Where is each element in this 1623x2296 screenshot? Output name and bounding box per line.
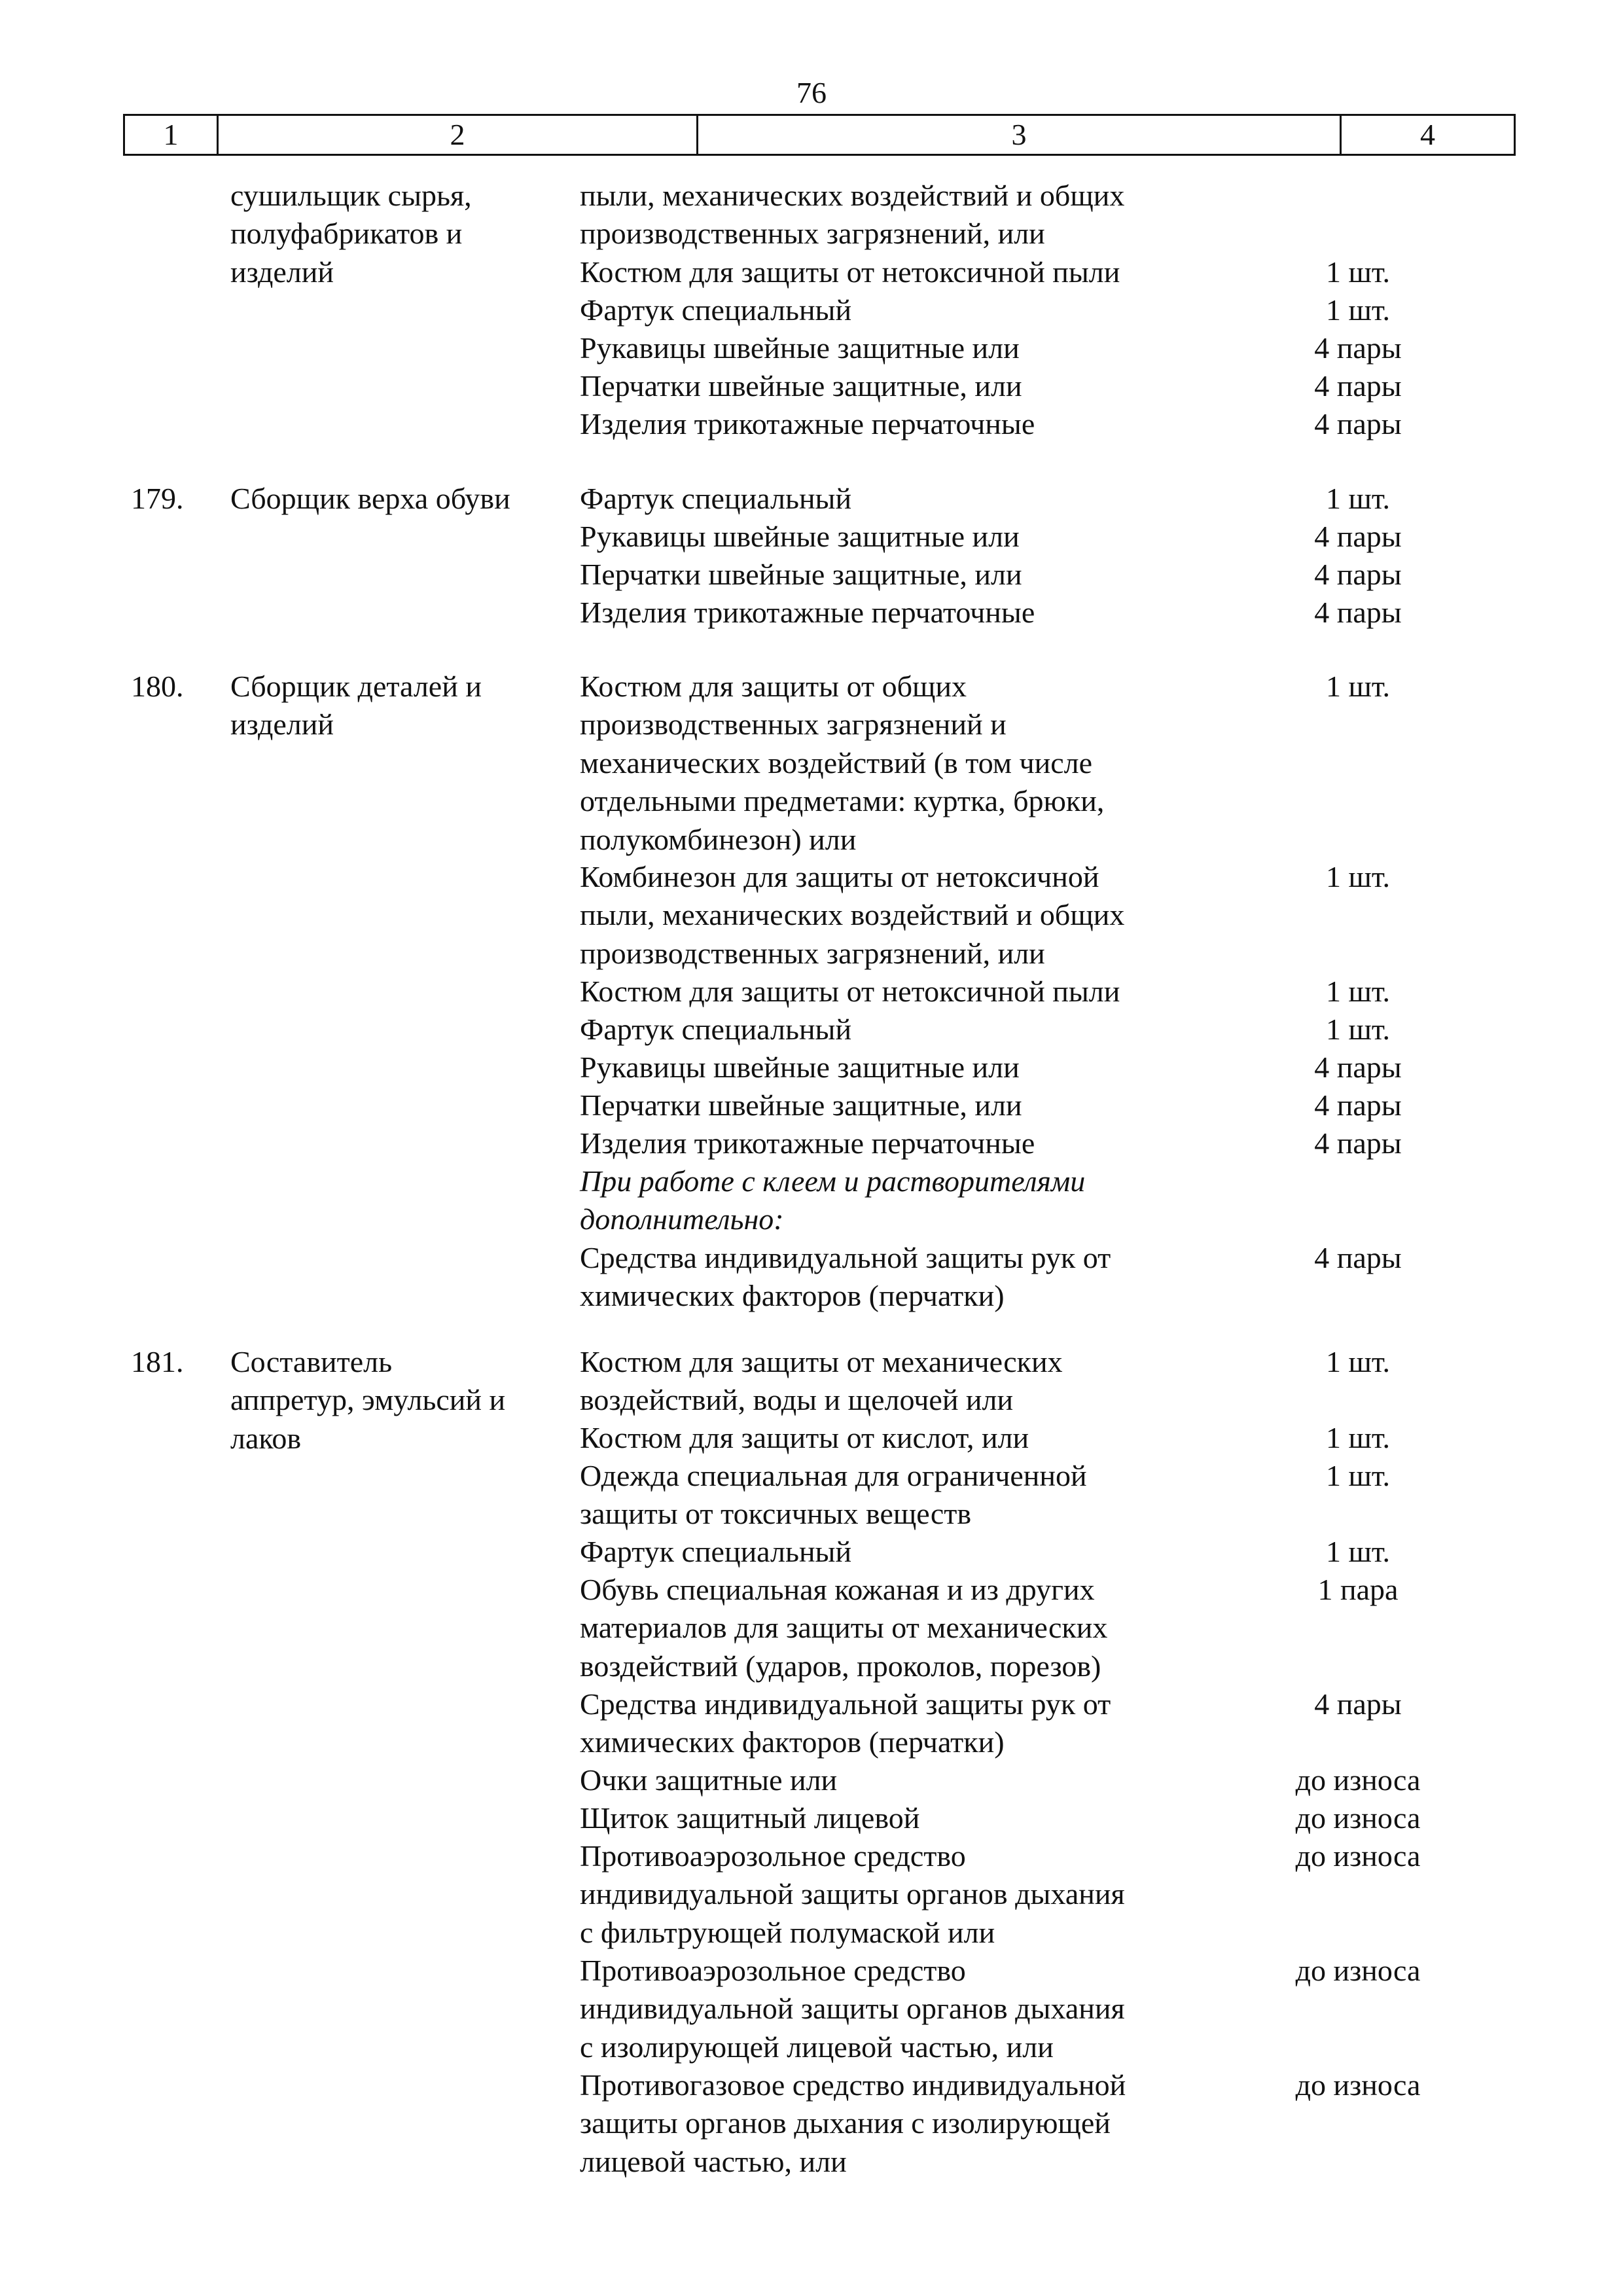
- job-title: сушильщик сырья, полуфабрикатов и изделий: [230, 179, 472, 289]
- column-header-2: 2: [450, 118, 465, 151]
- equipment-item: Фартук специальный: [580, 482, 852, 515]
- equipment-item: Костюм для защиты от нетоксичной пыли: [580, 975, 1120, 1008]
- equipment-quantity: до износа: [1295, 1801, 1421, 1835]
- equipment-item: Перчатки швейные защитные, или: [580, 369, 1022, 403]
- equipment-item: Рукавицы швейные защитные или: [580, 1050, 1020, 1084]
- row-number: 180.: [131, 670, 184, 703]
- column-header-1: 1: [163, 118, 179, 151]
- equipment-quantity: 4 пары: [1314, 520, 1402, 553]
- equipment-quantity: 4 пары: [1314, 369, 1402, 403]
- equipment-item: Средства индивидуальной защиты рук от химических факторов (перчатки): [580, 1687, 1111, 1759]
- equipment-quantity: 4 пары: [1314, 1088, 1402, 1122]
- equipment-item: Фартук специальный: [580, 1535, 852, 1568]
- equipment-item: Изделия трикотажные перчаточные: [580, 1126, 1035, 1160]
- equipment-quantity: 1 шт.: [1325, 255, 1391, 289]
- equipment-item: Средства индивидуальной защиты рук от химических факторов (перчатки): [580, 1241, 1111, 1313]
- equipment-quantity: 1 шт.: [1325, 1535, 1391, 1568]
- row-number: 181.: [131, 1345, 184, 1378]
- equipment-item: Рукавицы швейные защитные или: [580, 520, 1020, 553]
- equipment-quantity: 1 шт.: [1325, 860, 1391, 893]
- equipment-item: Фартук специальный: [580, 1013, 852, 1046]
- equipment-item: Костюм для защиты от кислот, или: [580, 1421, 1029, 1454]
- equipment-quantity: 4 пары: [1314, 331, 1402, 365]
- equipment-item: Костюм для защиты от общих производственных загрязнений и механических воздействий (в том числе отдельными предметами: куртка, брюки, полукомбинезон) или: [580, 670, 1105, 856]
- equipment-item: Изделия трикотажные перчаточные: [580, 407, 1035, 440]
- equipment-quantity: 4 пары: [1314, 1241, 1402, 1274]
- equipment-quantity: 4 пары: [1314, 1126, 1402, 1160]
- equipment-item: пыли, механических воздействий и общих производственных загрязнений, или: [580, 179, 1125, 251]
- page-number: 76: [796, 76, 827, 109]
- equipment-quantity: 1 пара: [1317, 1573, 1399, 1606]
- equipment-item: Фартук специальный: [580, 293, 852, 327]
- equipment-quantity: до износа: [1295, 1839, 1421, 1873]
- equipment-quantity: до износа: [1295, 1763, 1421, 1797]
- equipment-item: Одежда специальная для ограниченной защиты от токсичных веществ: [580, 1459, 1087, 1531]
- column-header-3: 3: [1011, 118, 1027, 151]
- equipment-quantity: 1 шт.: [1325, 670, 1391, 703]
- equipment-item: Обувь специальная кожаная и из других материалов для защиты от механических воздействий (ударов, проколов, порезов): [580, 1573, 1108, 1683]
- equipment-quantity: 1 шт.: [1325, 1459, 1391, 1492]
- equipment-item: Костюм для защиты от нетоксичной пыли: [580, 255, 1120, 289]
- equipment-quantity: 1 шт.: [1325, 482, 1391, 515]
- equipment-item: Костюм для защиты от механических воздействий, воды и щелочей или: [580, 1345, 1063, 1417]
- equipment-item: Противоаэрозольное средство индивидуальной защиты органов дыхания с изолирующей лицевой частью, или: [580, 1954, 1125, 2064]
- equipment-quantity: до износа: [1295, 2068, 1421, 2102]
- equipment-quantity: до износа: [1295, 1954, 1421, 1987]
- equipment-item: Противогазовое средство индивидуальной защиты органов дыхания с изолирующей лицевой частью, или: [580, 2068, 1126, 2178]
- column-header-4: 4: [1420, 118, 1435, 151]
- job-title: Составитель аппретур, эмульсий и лаков: [230, 1345, 506, 1455]
- equipment-quantity: 4 пары: [1314, 1687, 1402, 1721]
- equipment-quantity: 1 шт.: [1325, 1013, 1391, 1046]
- equipment-quantity: 4 пары: [1314, 407, 1402, 440]
- equipment-quantity: 1 шт.: [1325, 293, 1391, 327]
- additional-note: При работе с клеем и растворителями дополнительно:: [580, 1164, 1086, 1236]
- job-title: Сборщик верха обуви: [230, 482, 510, 515]
- equipment-quantity: 1 шт.: [1325, 1421, 1391, 1454]
- equipment-item: Перчатки швейные защитные, или: [580, 1088, 1022, 1122]
- equipment-quantity: 4 пары: [1314, 558, 1402, 591]
- equipment-quantity: 1 шт.: [1325, 1345, 1391, 1378]
- equipment-quantity: 4 пары: [1314, 596, 1402, 629]
- equipment-item: Перчатки швейные защитные, или: [580, 558, 1022, 591]
- row-number: 179.: [131, 482, 184, 515]
- equipment-item: Рукавицы швейные защитные или: [580, 331, 1020, 365]
- equipment-item: Щиток защитный лицевой: [580, 1801, 920, 1835]
- equipment-item: Комбинезон для защиты от нетоксичной пыли, механических воздействий и общих производственных загрязнений, или: [580, 860, 1125, 970]
- job-title: Сборщик деталей и изделий: [230, 670, 482, 742]
- equipment-quantity: 4 пары: [1314, 1050, 1402, 1084]
- equipment-item: Изделия трикотажные перчаточные: [580, 596, 1035, 629]
- equipment-quantity: 1 шт.: [1325, 975, 1391, 1008]
- column-header-row: [123, 114, 1516, 156]
- equipment-item: Противоаэрозольное средство индивидуальной защиты органов дыхания с фильтрующей полумаской или: [580, 1839, 1125, 1949]
- equipment-item: Очки защитные или: [580, 1763, 838, 1797]
